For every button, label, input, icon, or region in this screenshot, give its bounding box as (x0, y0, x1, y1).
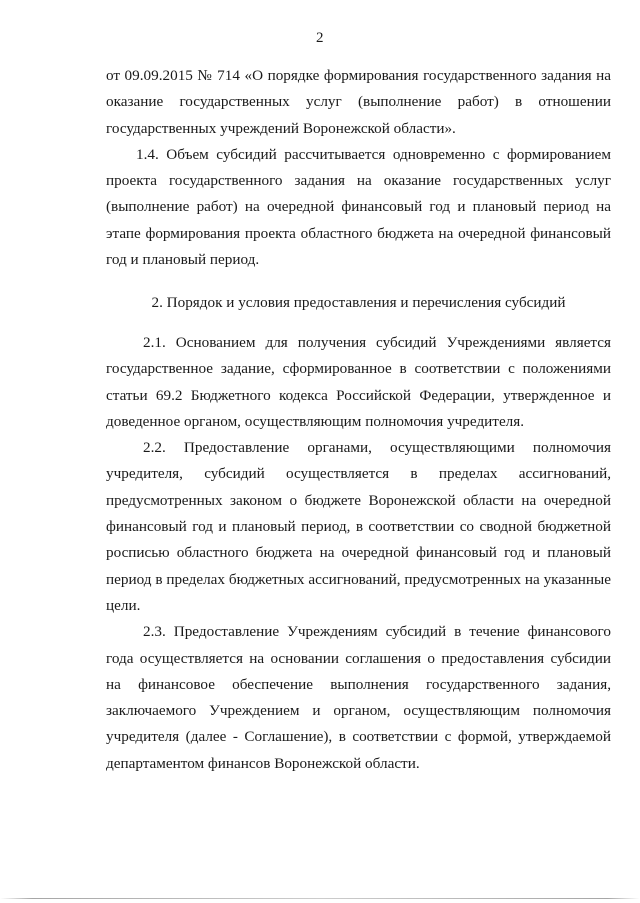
paragraph-2-1: 2.1. Основанием для получения субсидий Учреждениями является государственное задание, сформированное в соответствии с положениями статьи 69.2 Бюджетного кодекса Российской Федерации, утвержденное и доведенное органом, осуществляющим полномочия учредителя. (106, 334, 611, 430)
page-number: 2 (316, 30, 324, 46)
paragraph-2-3: 2.3. Предоставление Учреждениям субсидий в течение финансового года осуществляется на основании соглашения о предоставления субсидии на финансовое обеспечение выполнения государственного задания, заключаемого Учреждением и органом, осуществляющим полномочия учредителя (далее - Соглашение), в соответствии с формой, утверждаемой департаментом финансов Воронежской области. (106, 623, 611, 772)
paragraph-1-4: 1.4. Объем субсидий рассчитывается одновременно с формированием проекта государственного задания на оказание государственных услуг (выполнение работ) на очередной финансовый год и плановый период на этапе формирования проекта областного бюджета на очередной финансовый год и плановый период. (106, 145, 611, 269)
continuation-paragraph: от 09.09.2015 № 714 «О порядке формирования государственного задания на оказание государственных услуг (выполнение работ) в отношении государственных учреждений Воронежской области». (106, 67, 611, 137)
paragraph-2-2: 2.2. Предоставление органами, осуществляющими полномочия учредителя, субсидий осуществляется в пределах ассигнований, предусмотренных законом о бюджете Воронежской области на очередной финансовый год и плановый период, в соответствии со сводной бюджетной росписью областного бюджета на очередной финансовый год и плановый период в пределах бюджетных ассигнований, предусмотренных на указанные цели. (106, 439, 611, 614)
text-block-section-2 (106, 330, 611, 777)
scan-edge-line (0, 898, 640, 899)
section-2-heading: 2. Порядок и условия предоставления и перечисления субсидий (151, 294, 566, 311)
text-block-intro (106, 63, 611, 273)
